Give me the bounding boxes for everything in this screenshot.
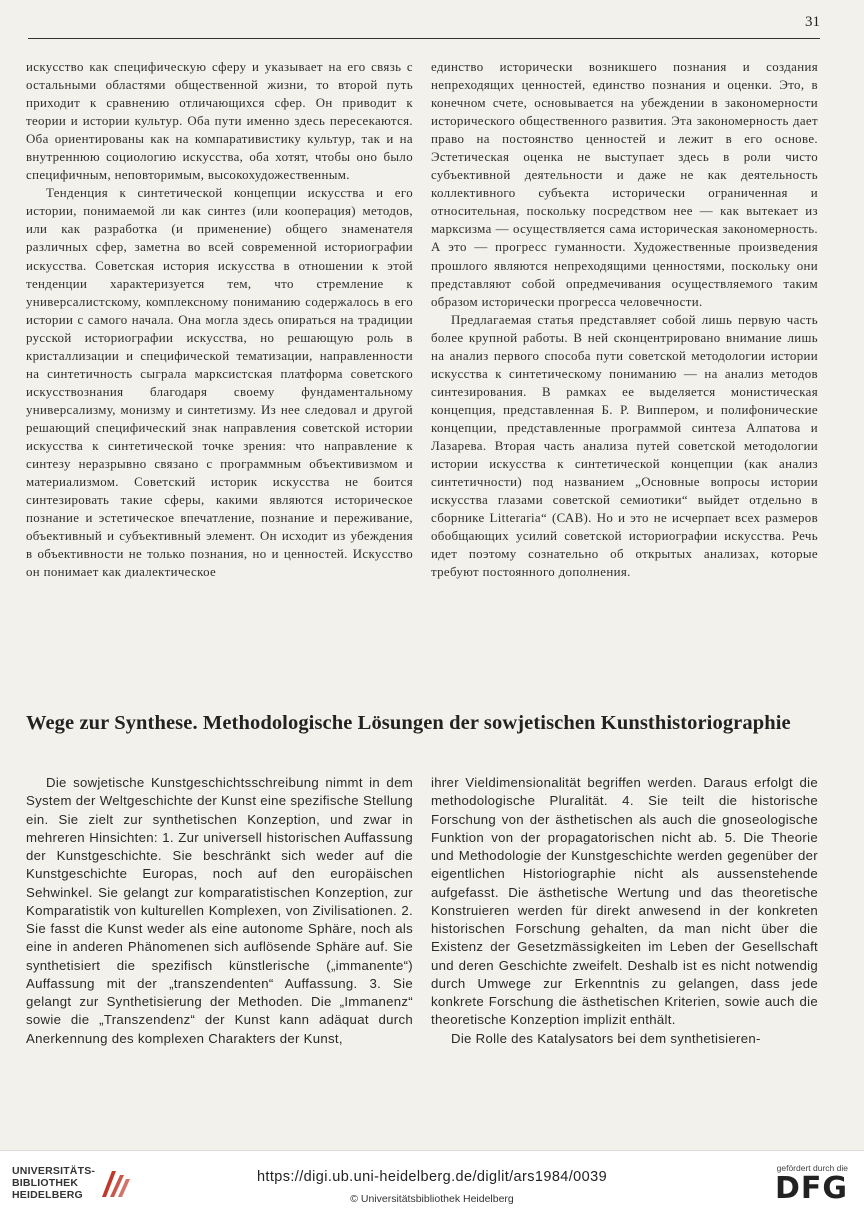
library-name-line: HEIDELBERG [12, 1189, 83, 1201]
german-column-right [431, 774, 818, 1048]
header-rule [28, 38, 820, 39]
german-column-left [26, 774, 413, 1048]
russian-paragraph: единство исторически возникшего познания и создания непреходящих ценностей, единство познания и оценки. Это, в конечном счете, основывается на убеждении в закономерности исторического общественного развития. Эта закономерность дает право на постоянство ценностей и лежит в его основе. Эстетическая оценка не выступает здесь в роли чисто субъективной деятельности и даже не как деятельность коллективного субъекта исторически ограниченная и относительная, поскольку посредством нее — как вытекает из марксизма — осуществляется сама историческая закономерность. А это — прогресс гуманности. Художественные произведения прошлого являются непреходящими ценностями, поскольку они представляют собой опредмечивания осуществляемого таким образом исторически прогресса человечности. [431, 60, 818, 309]
german-paragraph: Die sowjetische Kunstgeschichtsschreibung nimmt in dem System der Weltgeschichte der Kunst eine spezifische Stellung ein. Sie zielt zur synthetischen Konzeption, und zwar in mehreren Hinsichten: 1. Zur universell historischen Auffassung der Kunstgeschichte. Sie beschränkt sich weder auf die Kunstgeschichte Europas, noch auf den europäischen Sehwinkel. Sie gelangt zur komparatistischen Konzeption, zur Komparatistik von kulturellen Komplexen, von Zivilisationen. 2. Sie fasst die Kunst weder als eine autonome Sphäre, noch als eine in anderen Phänomenen sich auflösende Sphäre auf. Sie synthetisiert die spezifisch künstlerische („immanente“) Auffassung mit der „transzendenten“ Auffassung. 3. Sie gelangt zur Synthetisierung der Methoden. Die „Immanenz“ sowie die „Transzendenz“ der Kunst kann adäquat durch Anerkennung des komplexen Charakters der Kunst, [26, 775, 413, 1046]
library-name-line: BIBLIOTHEK [12, 1177, 79, 1189]
page-number: 31 [805, 14, 820, 30]
footer-bar [0, 1150, 864, 1217]
footer-url[interactable]: https://digi.ub.uni-heidelberg.de/diglit/ars1984/0039 [256, 1169, 608, 1185]
german-heading: Wege zur Synthese. Methodologische Lösungen der sowjetischen Kunsthistoriographie [26, 712, 791, 734]
russian-paragraph: Тенденция к синтетической концепции искусства и его истории, понимаемой ли как синтез (или кооперация) методов, или как разработка (и применение) общего знаменателя различных сфер, заметна во всей современной историографии искусства. Советская история искусства в отношении к этой тенденции характеризуется тем, что стремление к универсалистскому, комплексному пониманию содержалось в его истории с самого начала. Она могла здесь опираться на традиции русской историографии искусства, но решающую роль в кристаллизации и специфической тематизации, направленности на синтетичность сыграла марксистская платформа советского искусствознания благодаря своему фундаментальному универсализму, монизму и синтетизму. Из нее следовал и другой решающий специфический знак направления советской истории искусства к синтетической точке зрения: что направление к синтезу неразрывно связано с программным объективизмом и материализмом. Советский историк искусства не боится синтезировать такие сферы, какими являются историческое познание и эстетическое впечатление, познание и переживание, объективный и субъективный элемент. Он исходит из убеждения в объективности не только познания, но и ценностей. Искусство он понимает как диалектическое [26, 186, 413, 580]
russian-column-right [431, 58, 818, 581]
russian-column-left [26, 58, 413, 581]
dfg-badge[interactable] [758, 1163, 848, 1204]
dfg-logo: DFG [774, 1171, 848, 1206]
german-paragraph: ihrer Vieldimensionalität begriffen werden. Daraus erfolgt die methodologische Pluralität. 4. Sie teilt die historische Forschung von der ästhetischen als auch die gnoseologische Funktion von der propagatorischen nicht ab. 5. Die Theorie und Methodologie der Kunstgeschichte werden gegenüber der eigentlichen Historiographie nicht als aussenstehende aufgefasst. Die ästhetische Wertung und das theoretische Konstruieren werden für direkt anwesend in der konkreten historischen Forschung gehalten, da man nicht über die Existenz der Gesetzmässigkeiten im Leben der Gesellschaft und deren Geschichte zweifelt. Deshalb ist es nicht notwendig durch Umwege zur Erkenntnis zu gelangen, dass jede konkrete Forschung die ästhetischen Kriterien, sowie auch die theoretische Konzeption implizit enthält. [431, 775, 818, 1028]
library-name-line: UNIVERSITÄTS- [12, 1165, 96, 1177]
russian-paragraph: искусство как специфическую сферу и указывает на его связь с остальными областями общественной жизни, то второй путь приходит к сравнению отличающихся сфер. Он приводит к теории и истории культур. Оба пути именно здесь пересекаются. Оба ориентированы как на компаративистику культур, так и на внутреннюю социологию искусства, оба хотят, чтобы оно было специфичным, неповторимым, высокохудожественным. [26, 60, 413, 183]
footer-copyright: © Universitätsbibliothek Heidelberg [350, 1193, 514, 1205]
german-paragraph: Die Rolle des Katalysators bei dem synthetisieren- [451, 1030, 761, 1046]
dfg-caption: gefördert durch die [776, 1163, 848, 1173]
russian-paragraph: Предлагаемая статья представляет собой лишь первую часть более крупной работы. В ней сконцентрировано внимание лишь на анализ первого способа пути советской методологии истории искусства к синтетическому пониманию — на анализ методов синтезирования. В рамках ее выделяется монистическая концепция, представленная Б. Р. Виппером, и полифонические концепции, представленные программой синтеза Алпатова и Лазарева. Вторая часть анализа путей советской методологии истории искусства к синтетической концепции (как анализ синтетичности) под названием „Основные вопросы истории искусства глазами советской семиотики“ выйдет отдельно в сборнике Litteraria“ (САВ). Но и это не исчерпает всех размеров обобщающих усилий советской историографии искусства. Речь идет поэтому сознательно об открытых анализах, которые требуют постоянного дополнения. [431, 312, 818, 580]
